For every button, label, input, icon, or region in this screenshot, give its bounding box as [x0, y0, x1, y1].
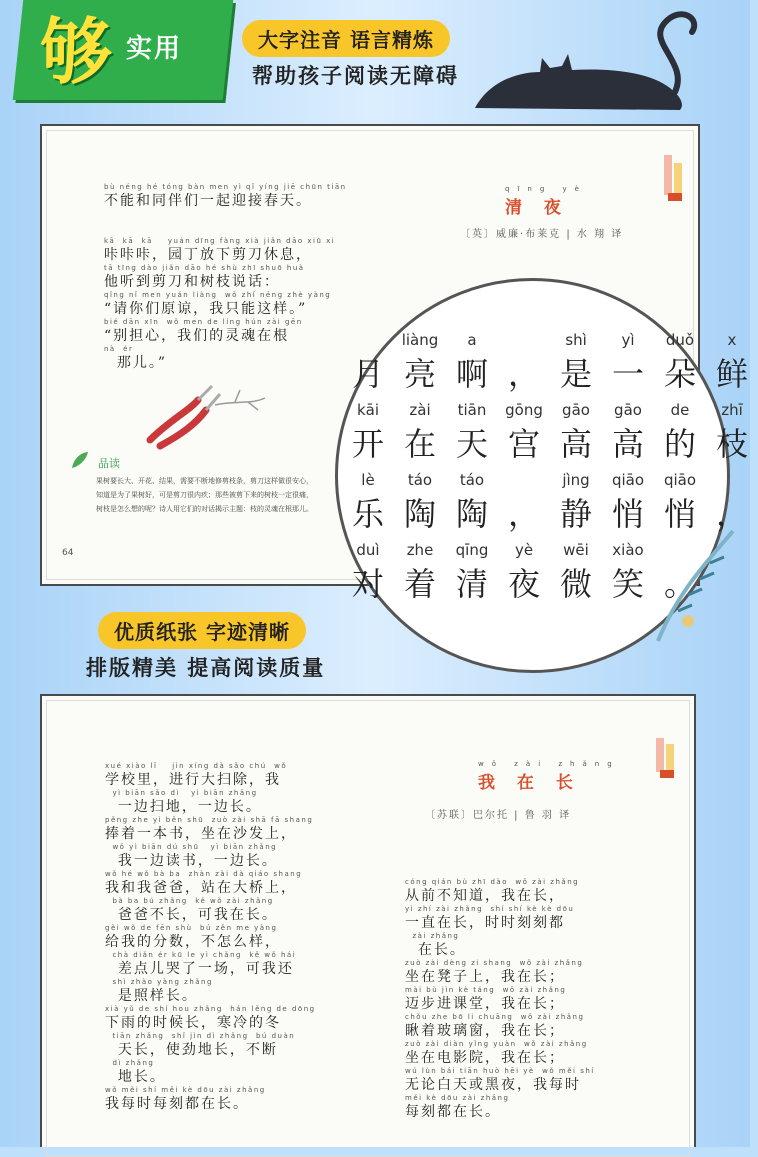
magnified-pinyin — [498, 331, 550, 349]
magnified-pinyin: zhe — [406, 541, 434, 559]
text-line: 我一边读书，一边长。 — [105, 853, 278, 869]
magnified-char: 啊 — [455, 355, 488, 393]
magnified-pinyin: zài — [409, 401, 431, 419]
page1-title-pinyin: qīng yè — [505, 185, 587, 193]
text-line: 差点儿哭了一场，可我还 — [105, 961, 294, 977]
pinyin-line: gěi wǒ de fēn shù bú zěn me yàng — [105, 924, 278, 932]
magnified-pinyin: qiāo — [663, 471, 697, 489]
pinyin-line: nà ér — [104, 345, 134, 353]
magnified-pinyin: tiān — [457, 401, 487, 419]
magnified-char: 静 — [559, 495, 592, 533]
text-line: 一边扫地，一边长。 — [105, 799, 262, 815]
magnified-pinyin: a — [467, 331, 477, 349]
magnified-char: 的 — [663, 425, 696, 463]
magnified-char: 悄 — [611, 495, 644, 533]
leaf-icon — [70, 450, 90, 470]
page2-left-text — [105, 762, 316, 1113]
magnified-pinyin — [342, 331, 394, 349]
magnified-pinyin: lè — [361, 471, 375, 489]
magnified-char: 亮 — [403, 355, 436, 393]
text-line: 不能和同伴们一起迎接春天。 — [104, 193, 312, 209]
magnified-char: 枝 — [715, 425, 748, 463]
magnified-char: 鲜 — [715, 355, 748, 393]
page1-comment: 果树要长大、开花、结果，需要不断地修剪枝条，剪刀这样做很安心，知道是为了果树好，可是剪刀很内疚；那些被剪下来的树枝一定很痛，树枝是怎么想的呢？诗人用它们的对话揭示主题：枝的灵魂在根那儿。 — [96, 477, 313, 513]
magnified-pinyin: duǒ — [665, 331, 695, 349]
magnified-char: 朵 — [663, 355, 696, 393]
feature-subline-2: 排版精美 提高阅读质量 — [86, 656, 326, 680]
text-line: “请你们原谅，我只能这样。” — [104, 301, 308, 317]
pinyin-line: bù néng hé tóng bàn men yì qǐ yíng jiē chūn tiān — [104, 183, 347, 191]
pinyin-line: zài zhǎng — [405, 932, 460, 940]
text-line: 他听到剪刀和树枝说话： — [104, 274, 280, 290]
magnified-pinyin: wēi — [563, 541, 589, 559]
magnified-pinyin: liàng — [401, 331, 439, 349]
pinyin-line: wǒ yì biān dú shū yì biān zhǎng — [105, 843, 278, 851]
magnified-pinyin: zhī — [721, 401, 743, 419]
pinyin-line: měi kè dōu zài zhǎng — [405, 1094, 510, 1102]
pinyin-line: wǒ hé wǒ bà ba zhàn zài dà qiáo shang — [105, 870, 303, 878]
magnified-pinyin: gāo — [614, 401, 642, 419]
pinyin-line: dì zhǎng — [105, 1059, 155, 1067]
magnified-pinyin: qiāo — [611, 471, 645, 489]
magnified-char: 高 — [611, 425, 644, 463]
magnified-char: 。 — [663, 565, 696, 603]
wheat-decoration-icon — [648, 511, 738, 641]
magnified-pinyin: x — [727, 331, 737, 349]
page2-title-block — [478, 760, 620, 793]
pinyin-line: yì zhí zài zhǎng shí shí kè kè dōu — [405, 905, 575, 913]
text-line: 天长，使劲地长，不断 — [105, 1042, 278, 1058]
text-line: 捧着一本书，坐在沙发上， — [105, 826, 297, 842]
text-line: 那儿。” — [104, 355, 168, 371]
pinyin-line: cóng qián bù zhī dào wǒ zài zhǎng — [405, 878, 580, 886]
text-line: 瞅着玻璃窗，我在长； — [405, 1023, 565, 1039]
pinyin-line: kā kā kā yuán dīng fàng xià jiǎn dāo xiū xi — [104, 237, 336, 245]
magnified-pinyin: yè — [514, 541, 534, 559]
magnified-pinyin: shì — [565, 331, 587, 349]
page1-left-text — [104, 183, 347, 372]
magnified-pinyin: de — [670, 401, 690, 419]
pinyin-line: wǒ měi shí měi kè dōu zài zhǎng — [105, 1086, 266, 1094]
pinyin-line: yì biān sǎo dì yì biān zhǎng — [105, 789, 258, 797]
magnified-char: ， — [507, 355, 540, 393]
magnified-pinyin: táo — [407, 471, 433, 489]
magnifier-circle — [335, 278, 748, 673]
vertical-ribbon-icon — [660, 155, 686, 205]
page2-right-text — [405, 878, 595, 1121]
badge-big-text: 够 — [40, 10, 113, 94]
magnified-char: ， — [507, 495, 540, 533]
magnified-char: 开 — [351, 425, 384, 463]
magnified-char: 清 — [455, 565, 488, 603]
magnified-char: 着 — [403, 565, 436, 603]
magnified-char: 悄 — [663, 495, 696, 533]
text-line: 迈步进课堂，我在长； — [405, 996, 565, 1012]
pinyin-line: zuò zài diàn yǐng yuàn wǒ zài zhǎng — [405, 1040, 588, 1048]
pinyin-line: wú lùn bái tiān huò hēi yè wǒ měi shí — [405, 1067, 595, 1075]
text-line: 每刻都在长。 — [405, 1104, 501, 1120]
magnified-char: 陶 — [455, 495, 488, 533]
text-line: 一直在长，时时刻刻都 — [405, 915, 565, 931]
text-line: 地长。 — [105, 1069, 166, 1085]
scissors-illustration-icon — [140, 380, 270, 450]
page2-title: 我 在 长 — [478, 773, 581, 793]
vertical-ribbon-icon-2 — [652, 738, 678, 782]
text-line: 我和我爸爸，站在大桥上， — [105, 880, 297, 896]
magnified-pinyin: táo — [459, 471, 485, 489]
pinyin-line: mài bù jìn kè táng wǒ zài zhǎng — [405, 986, 567, 994]
pinyin-line: xià yǔ de shí hou zhǎng hán lěng de dōng — [105, 1005, 316, 1013]
page2-author: 〔苏联〕巴尔托 | 鲁 羽 译 — [425, 810, 572, 821]
magnified-row — [342, 331, 748, 395]
magnified-char: 陶 — [403, 495, 436, 533]
text-line: “别担心，我们的灵魂在根 — [104, 328, 290, 344]
text-line: 在长。 — [405, 942, 466, 958]
page1-author: 〔英〕威廉·布莱克 | 水 翔 译 — [460, 229, 624, 240]
text-line: 我每时每刻都在长。 — [105, 1096, 249, 1112]
cat-silhouette-icon — [470, 0, 710, 112]
magnified-char: 宫 — [507, 425, 540, 463]
text-line: 给我的分数，不怎么样， — [105, 934, 281, 950]
pinyin-line: bié dān xīn wǒ men de líng hún zài gēn — [104, 318, 303, 326]
text-line: 学校里，进行大扫除，我 — [105, 772, 281, 788]
page1-title-block — [505, 185, 587, 218]
pinyin-line — [104, 210, 347, 219]
magnified-char: 一 — [611, 355, 644, 393]
text-line: 咔咔咔，园丁放下剪刀休息， — [104, 247, 312, 263]
magnified-pinyin: qīng — [455, 541, 489, 559]
pinyin-line: zuò zài dèng zi shang wǒ zài zhǎng — [405, 959, 584, 967]
magnified-pinyin: duì — [356, 541, 380, 559]
pinyin-line: chà diǎn ér kū le yì chǎng kě wǒ hái — [105, 951, 297, 959]
text-line: 是照样长。 — [105, 988, 198, 1004]
magnified-pinyin — [706, 471, 758, 489]
text-line: 坐在凳子上，我在长； — [405, 969, 565, 985]
pinyin-line: bà ba bú zhǎng kě wǒ zài zhǎng — [105, 897, 274, 905]
magnified-char: 乐 — [351, 495, 384, 533]
pinyin-line: qǐng nǐ men yuán liàng wǒ zhǐ néng zhè yàng — [104, 291, 332, 299]
text-line — [104, 219, 347, 237]
pinyin-line: tiān zhǎng shǐ jìn dì zhǎng bú duàn — [105, 1032, 296, 1040]
magnified-pinyin: kāi — [356, 401, 380, 419]
feature-pill-1: 大字注音 语言精炼 — [242, 20, 450, 57]
magnified-char: 是 — [559, 355, 592, 393]
page1-page-number: 64 — [62, 548, 74, 558]
page1-pinjie-label: 品读 — [98, 457, 120, 470]
page1-title: 清 夜 — [505, 198, 569, 218]
pinyin-line: shì zhào yàng zhǎng — [105, 978, 213, 986]
magnified-pinyin: jìng — [562, 471, 590, 489]
magnified-char: ， — [715, 495, 748, 533]
magnified-char: 笑 — [611, 565, 644, 603]
magnified-char: 高 — [559, 425, 592, 463]
magnified-char: 天 — [455, 425, 488, 463]
feature-subline-1: 帮助孩子阅读无障碍 — [252, 64, 459, 88]
magnified-pinyin: xiào — [612, 541, 644, 559]
magnified-pinyin: yì — [621, 331, 635, 349]
magnified-char: 夜 — [507, 565, 540, 603]
pinyin-line: pěng zhe yì běn shū zuò zài shā fā shang — [105, 816, 314, 824]
text-line: 从前不知道，我在长， — [405, 888, 565, 904]
magnified-pinyin: gōng — [505, 401, 543, 419]
magnified-pinyin: gāo — [562, 401, 590, 419]
text-line: 爸爸不长，可我在长。 — [105, 907, 278, 923]
pinyin-line: tā tīng dào jiǎn dāo hé shù zhī shuō huà — [104, 264, 305, 272]
magnified-row — [342, 401, 748, 465]
magnified-char: 在 — [403, 425, 436, 463]
page2-title-pinyin: wǒ zài zhǎng — [478, 760, 620, 768]
magnified-pinyin — [498, 471, 550, 489]
magnified-char: 微 — [559, 565, 592, 603]
pinyin-line: chǒu zhe bō li chuāng wǒ zài zhǎng — [405, 1013, 585, 1021]
text-line: 无论白天或黑夜，我每时 — [405, 1077, 581, 1093]
feature-pill-2: 优质纸张 字迹清晰 — [98, 612, 306, 649]
pinyin-line: xué xiào lǐ jìn xíng dà sǎo chú wǒ — [105, 762, 288, 770]
text-line: 下雨的时候长，寒冷的冬 — [105, 1015, 281, 1031]
badge-small-text: 实用 — [126, 34, 183, 64]
text-line: 坐在电影院，我在长； — [405, 1050, 565, 1066]
magnified-char: 对 — [351, 565, 384, 603]
magnified-char: 月 — [351, 355, 384, 393]
